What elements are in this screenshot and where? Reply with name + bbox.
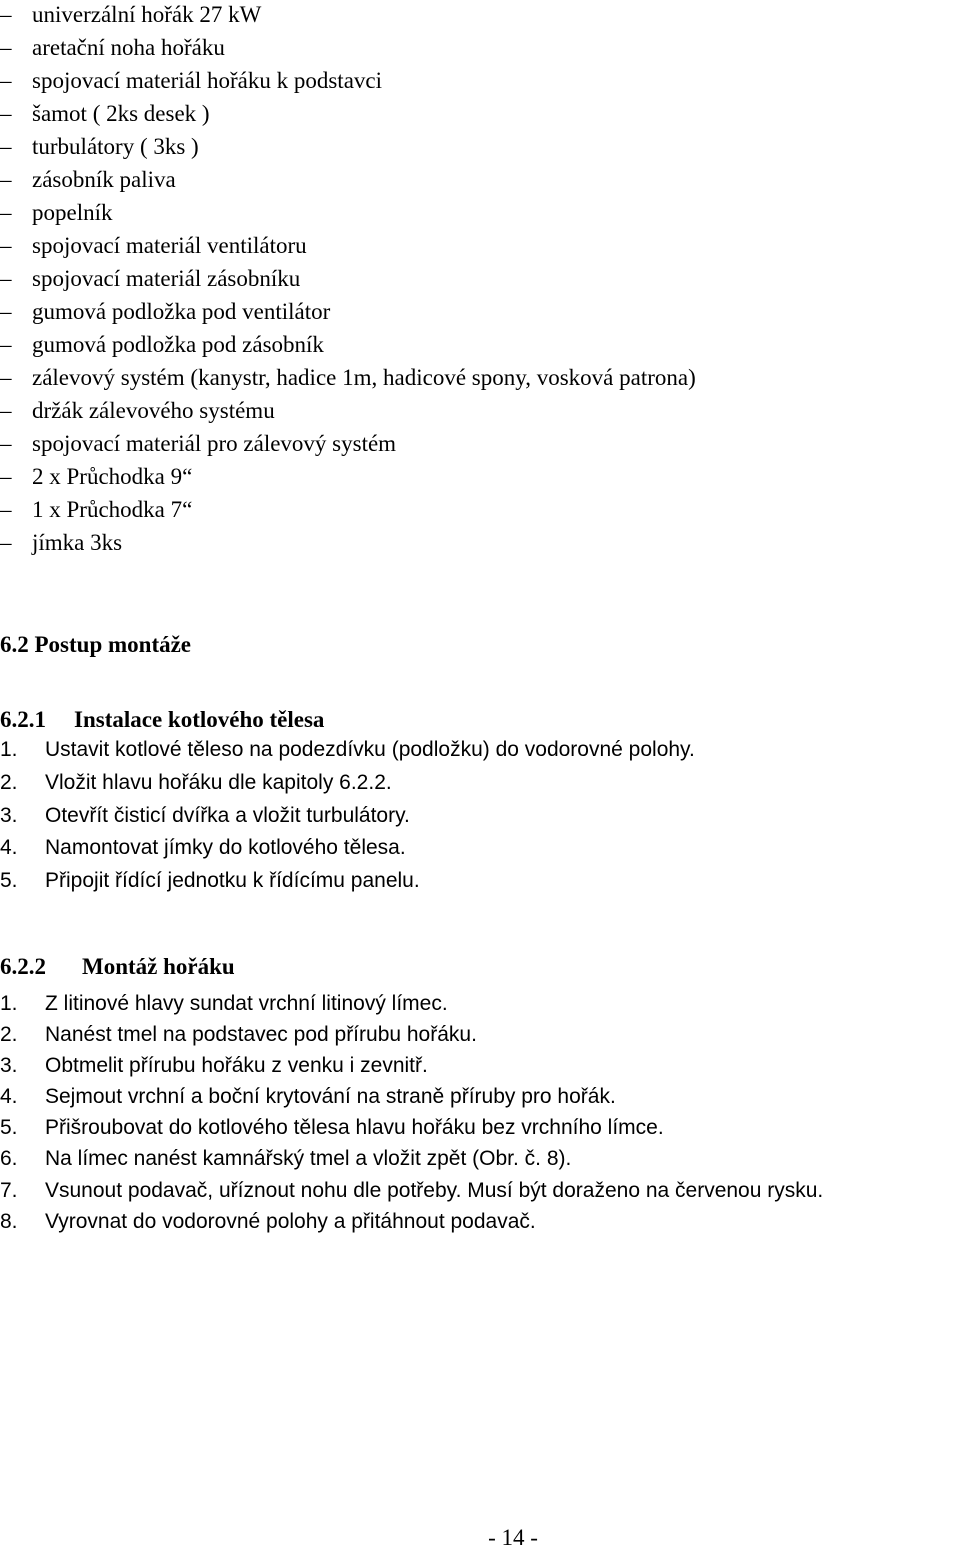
dash-marker: – bbox=[0, 266, 12, 291]
step-number: 4. bbox=[0, 836, 18, 860]
dash-marker: – bbox=[0, 134, 12, 159]
step-number: 6. bbox=[0, 1147, 18, 1171]
dash-marker: – bbox=[0, 398, 12, 423]
list-item-text: 2 x Průchodka 9“ bbox=[32, 464, 193, 489]
list-item-text: spojovací materiál pro zálevový systém bbox=[32, 431, 397, 456]
step-number: 4. bbox=[0, 1085, 18, 1109]
step-number: 3. bbox=[0, 1054, 18, 1078]
step-text: Vsunout podavač, uříznout nohu dle potřeby. Musí být doraženo na červenou rysku. bbox=[45, 1178, 824, 1202]
list-item-text: univerzální hořák 27 kW bbox=[32, 2, 262, 27]
step-number: 2. bbox=[0, 770, 18, 794]
step-text: Vyrovnat do vodorovné polohy a přitáhnout podavač. bbox=[45, 1209, 536, 1233]
subsection-number: 6.2.1 bbox=[0, 707, 46, 732]
dash-marker: – bbox=[0, 497, 12, 522]
step-text: Namontovat jímky do kotlového tělesa. bbox=[45, 836, 406, 860]
dash-marker: – bbox=[0, 68, 12, 93]
subsection-title: Instalace kotlového tělesa bbox=[74, 707, 325, 732]
step-number: 8. bbox=[0, 1209, 18, 1233]
step-text: Připojit řídící jednotku k řídícímu panelu. bbox=[45, 869, 420, 893]
list-item-text: zásobník paliva bbox=[32, 167, 176, 192]
step-text: Otevřít čisticí dvířka a vložit turbulátory. bbox=[45, 803, 410, 827]
list-item-text: aretační noha hořáku bbox=[32, 35, 225, 60]
list-item-text: jímka 3ks bbox=[32, 530, 123, 555]
dash-marker: – bbox=[0, 101, 12, 126]
list-item-text: držák zálevového systému bbox=[32, 398, 275, 423]
list-item-text: spojovací materiál zásobníku bbox=[32, 266, 301, 291]
step-text: Na límec nanést kamnářský tmel a vložit zpět (Obr. č. 8). bbox=[45, 1147, 572, 1171]
list-item-text: gumová podložka pod ventilátor bbox=[32, 299, 331, 324]
list-item-text: popelník bbox=[32, 200, 113, 225]
step-text: Nanést tmel na podstavec pod přírubu hořáku. bbox=[45, 1023, 477, 1047]
subsection-heading bbox=[0, 705, 325, 735]
step-number: 5. bbox=[0, 869, 18, 893]
step-text: Obtmelit přírubu hořáku z venku i zevnitř. bbox=[45, 1054, 428, 1078]
dash-marker: – bbox=[0, 200, 12, 225]
dash-marker: – bbox=[0, 233, 12, 258]
step-number: 1. bbox=[0, 992, 18, 1015]
step-number: 2. bbox=[0, 1023, 18, 1047]
list-item-text: šamot ( 2ks desek ) bbox=[32, 101, 210, 126]
dash-marker: – bbox=[0, 365, 12, 390]
list-item-text: zálevový systém (kanystr, hadice 1m, hadicové spony, vosková patrona) bbox=[32, 365, 696, 390]
step-number: 1. bbox=[0, 738, 18, 761]
list-item-text: 1 x Průchodka 7“ bbox=[32, 497, 193, 522]
page-number: - 14 - bbox=[488, 1525, 538, 1550]
step-text: Ustavit kotlové těleso na podezdívku (podložku) do vodorovné polohy. bbox=[45, 738, 695, 761]
dash-marker: – bbox=[0, 530, 12, 555]
subsection-title: Montáž hořáku bbox=[82, 954, 235, 979]
dash-marker: – bbox=[0, 167, 12, 192]
subsection-heading bbox=[0, 952, 235, 982]
step-text: Vložit hlavu hořáku dle kapitoly 6.2.2. bbox=[45, 770, 392, 794]
section-heading: 6.2 Postup montáže bbox=[0, 632, 192, 657]
dash-marker: – bbox=[0, 464, 12, 489]
list-item-text: turbulátory ( 3ks ) bbox=[32, 134, 199, 159]
step-text: Přišroubovat do kotlového tělesa hlavu hořáku bez vrchního límce. bbox=[45, 1116, 664, 1140]
step-number: 3. bbox=[0, 803, 18, 827]
dash-marker: – bbox=[0, 332, 12, 357]
dash-marker: – bbox=[0, 299, 12, 324]
list-item-text: spojovací materiál hořáku k podstavci bbox=[32, 68, 383, 93]
step-text: Sejmout vrchní a boční krytování na straně příruby pro hořák. bbox=[45, 1085, 616, 1109]
list-item-text: spojovací materiál ventilátoru bbox=[32, 233, 307, 258]
list-item-text: gumová podložka pod zásobník bbox=[32, 332, 324, 357]
step-number: 7. bbox=[0, 1178, 18, 1202]
dash-marker: – bbox=[0, 431, 12, 456]
step-number: 5. bbox=[0, 1116, 18, 1140]
step-text: Z litinové hlavy sundat vrchní litinový límec. bbox=[45, 992, 448, 1015]
dash-marker: – bbox=[0, 2, 12, 27]
dash-marker: – bbox=[0, 35, 12, 60]
subsection-number: 6.2.2 bbox=[0, 954, 46, 979]
